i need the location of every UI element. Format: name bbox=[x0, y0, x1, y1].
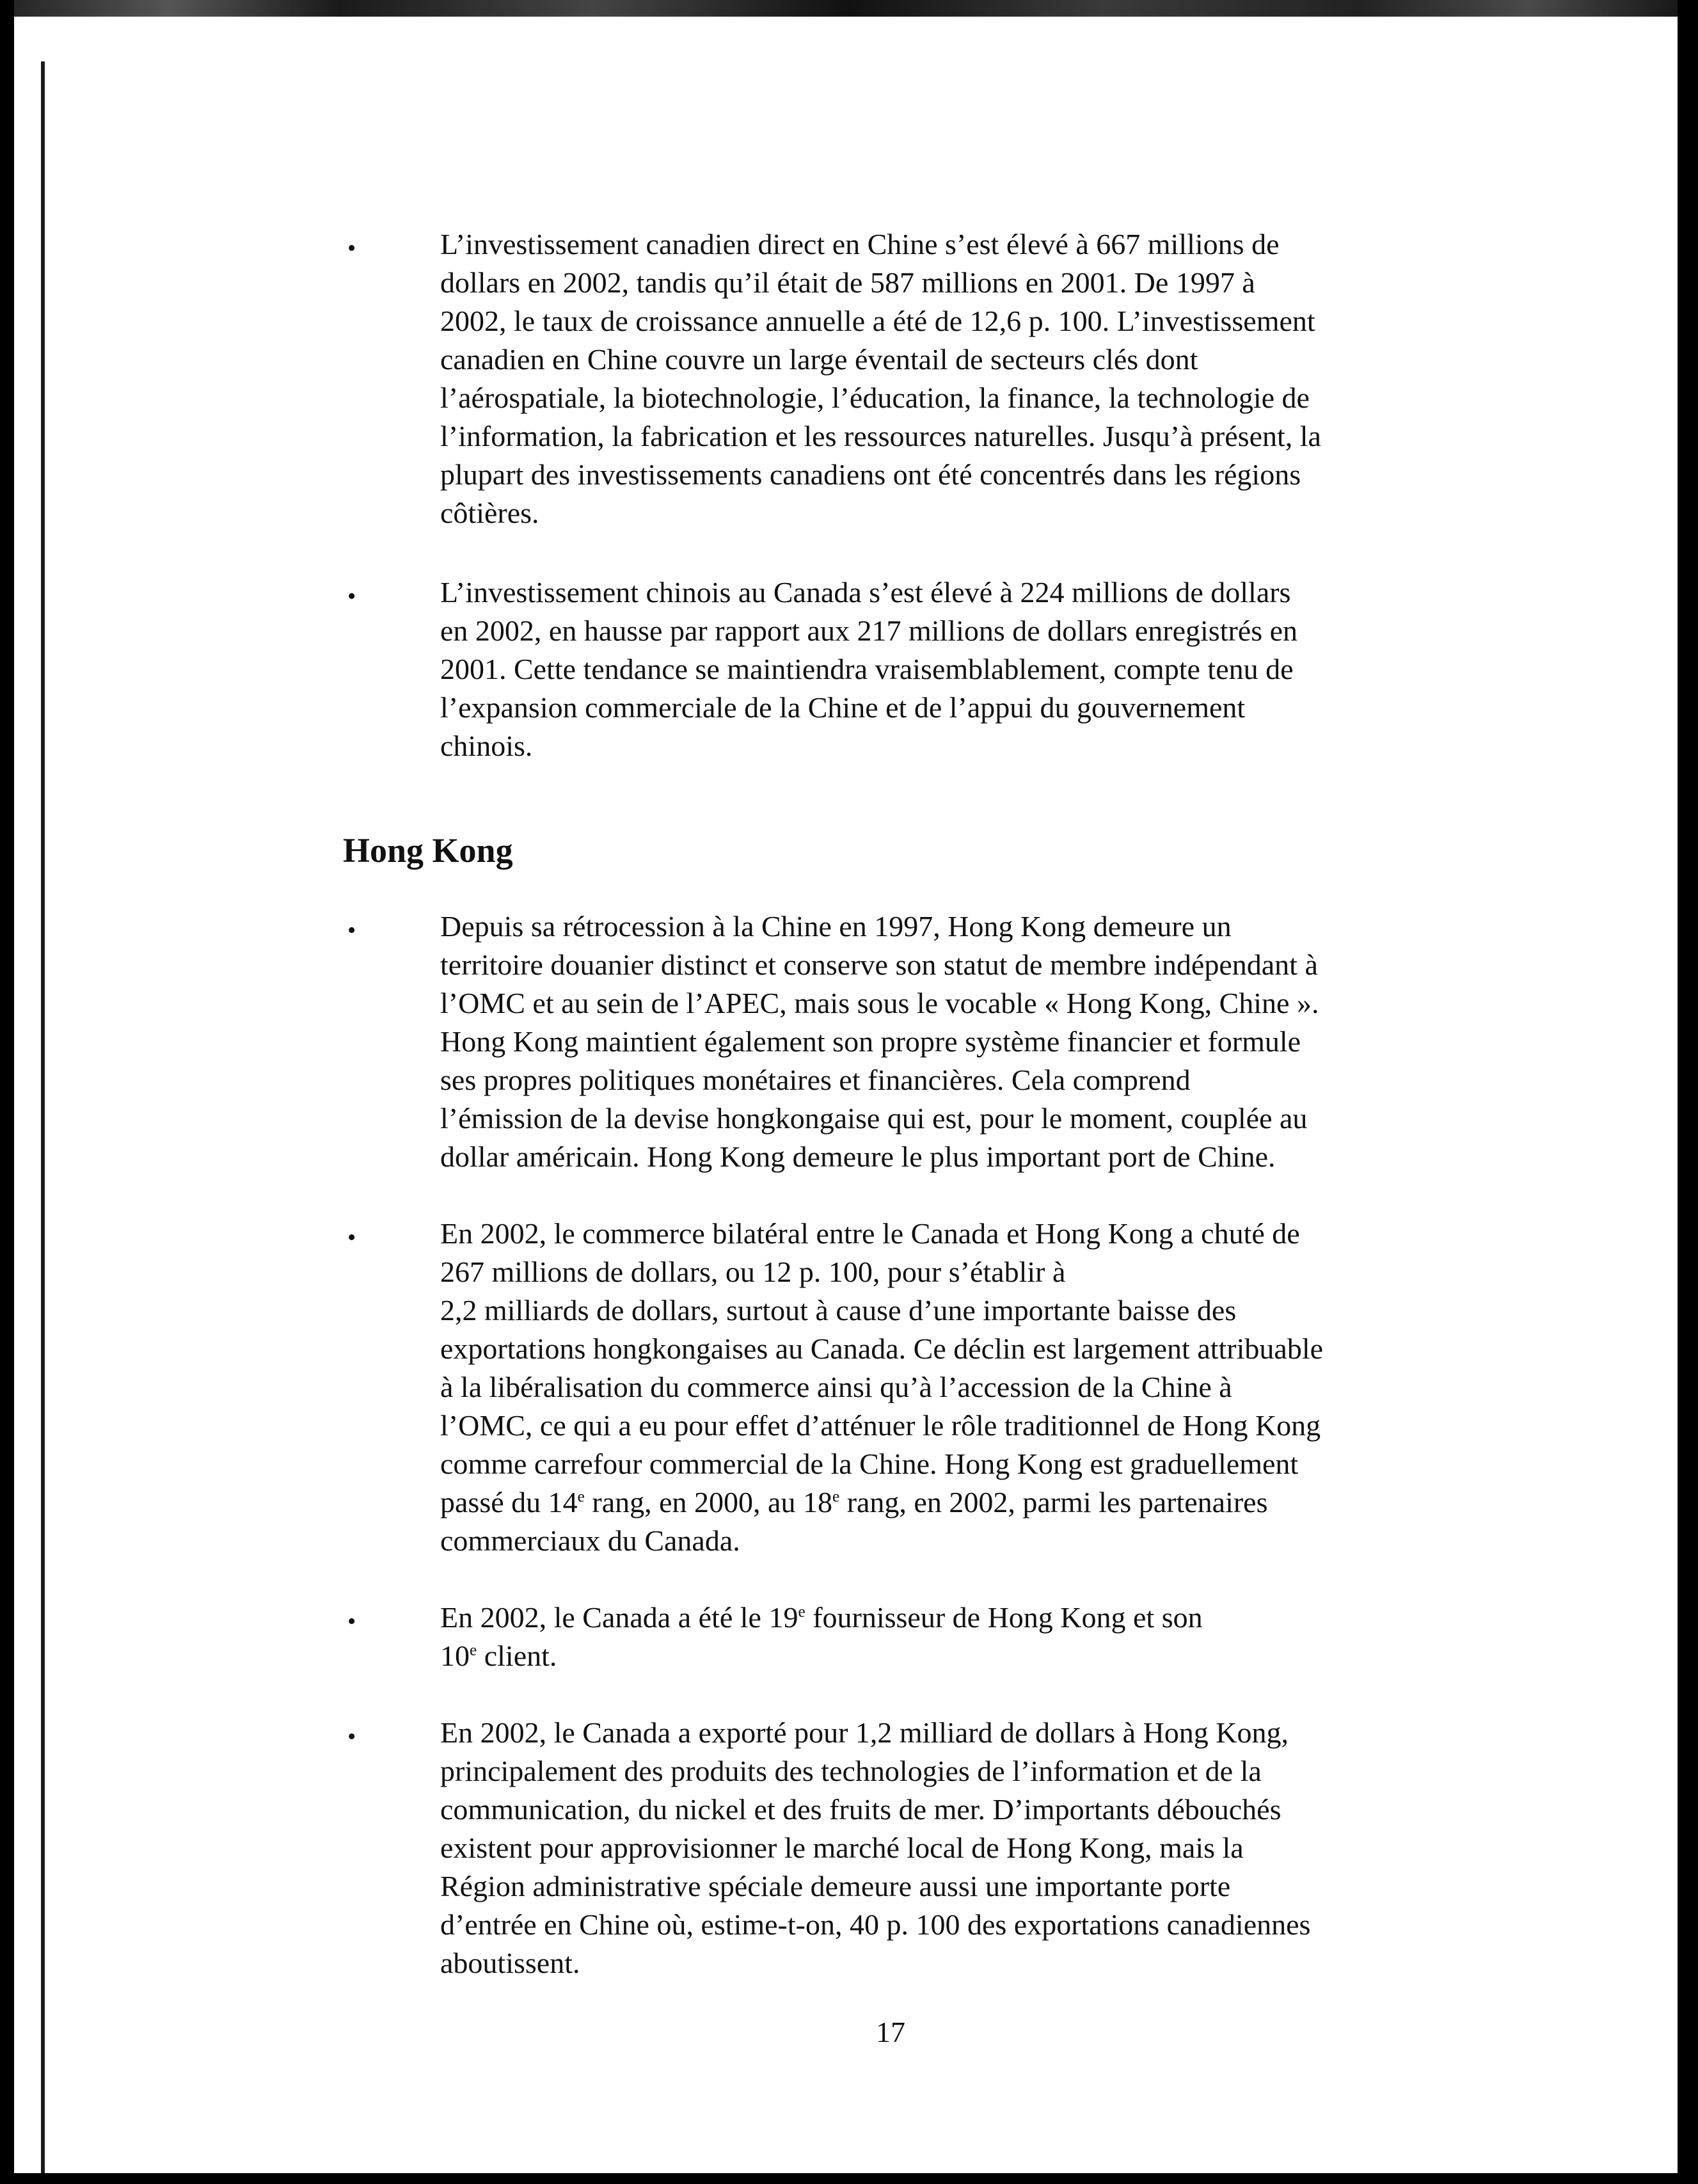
text-run: fournisseur de Hong Kong et son 10 bbox=[440, 1601, 1203, 1672]
text-run: client. bbox=[477, 1639, 557, 1672]
paragraph-text: L’investissement canadien direct en Chine s’est élevé à 667 millions de dollars en 2002, tandis qu’il était de 587 millions en 2001. De 1997 à 2002, le taux de croissance annuelle a été de 12,6 p. 100. L’investissement canadien en Chine couvre un large éventail de secteurs clés dont l’aérospatiale, la biotechnologie, l’éducation, la finance, la technologie de l’information, la fabrication et les ressources naturelles. Jusqu’à présent, la plupart des investissements canadiens ont été concentrés dans les régions côtières. bbox=[440, 228, 1321, 529]
paragraph-text bbox=[440, 1215, 1445, 1560]
document-page bbox=[14, 17, 1678, 2173]
text-run: rang, en 2002, parmi les partenaires commerciaux du Canada. bbox=[440, 1486, 1268, 1557]
scan-border-bottom bbox=[0, 2173, 1698, 2184]
section-heading: Hong Kong bbox=[343, 831, 513, 870]
superscript: e bbox=[470, 1641, 477, 1659]
scan-border-right bbox=[1678, 0, 1698, 2184]
page-number: 17 bbox=[876, 2016, 905, 2048]
superscript: e bbox=[577, 1487, 585, 1506]
text-run: En 2002, le commerce bilatéral entre le Canada et Hong Kong a chuté de 267 millions de dollars, ou 12 p. 100, pour s’établir à 2,2 milliards de dollars, surtout à cause d’une importante baisse des exportations hongkongaises au Canada. Ce déclin est largement attribuable à la libéralisation du commerce ainsi qu’à l’accession de la Chine à l’OMC, ce qui a eu pour effet d’atténuer le rôle traditionnel de Hong Kong comme carrefour commercial de la Chine. Hong Kong est graduellement passé du 14 bbox=[440, 1217, 1324, 1518]
bullet-icon: • bbox=[347, 1608, 356, 1635]
bullet-icon: • bbox=[347, 235, 356, 262]
text-run: rang, en 2000, au 18 bbox=[584, 1486, 832, 1518]
bullet-icon: • bbox=[347, 917, 356, 944]
page-content bbox=[14, 17, 1678, 2173]
scan-border-left bbox=[0, 0, 14, 2184]
paragraph-text: Depuis sa rétrocession à la Chine en 1997, Hong Kong demeure un territoire douanier distinct et conserve son statut de membre indépendant à l’OMC et au sein de l’APEC, mais sous le vocable « Hong Kong, Chine ». Hong Kong maintient également son propre système financier et formule ses propres politiques monétaires et financières. Cela comprend l’émission de la devise hongkongaise qui est, pour le moment, couplée au dollar américain. Hong Kong demeure le plus important port de Chine. bbox=[440, 910, 1319, 1173]
paragraph-text: L’investissement chinois au Canada s’est élevé à 224 millions de dollars en 2002, en hausse par rapport aux 217 millions de dollars enregistrés en 2001. Cette tendance se maintiendra vraisemblablement, compte tenu de l’expansion commerciale de la Chine et de l’appui du gouvernement chinois. bbox=[440, 576, 1298, 762]
paragraph-text: En 2002, le Canada a exporté pour 1,2 milliard de dollars à Hong Kong, principalement des produits des technologies de l’information et de la communication, du nickel et des fruits de mer. D’importants débouchés existent pour approvisionner le marché local de Hong Kong, mais la Région administrative spéciale demeure aussi une importante porte d’entrée en Chine où, estime-t-on, 40 p. 100 des exportations canadiennes aboutissent. bbox=[440, 1716, 1311, 1979]
scan-border-top bbox=[0, 0, 1698, 17]
text-run: En 2002, le Canada a été le 19 bbox=[440, 1601, 798, 1634]
bullet-icon: • bbox=[347, 1224, 356, 1251]
bullet-icon: • bbox=[347, 583, 356, 610]
bullet-icon: • bbox=[347, 1723, 356, 1750]
superscript: e bbox=[832, 1487, 840, 1506]
superscript: e bbox=[798, 1602, 805, 1621]
paragraph-text bbox=[440, 1598, 1445, 1675]
